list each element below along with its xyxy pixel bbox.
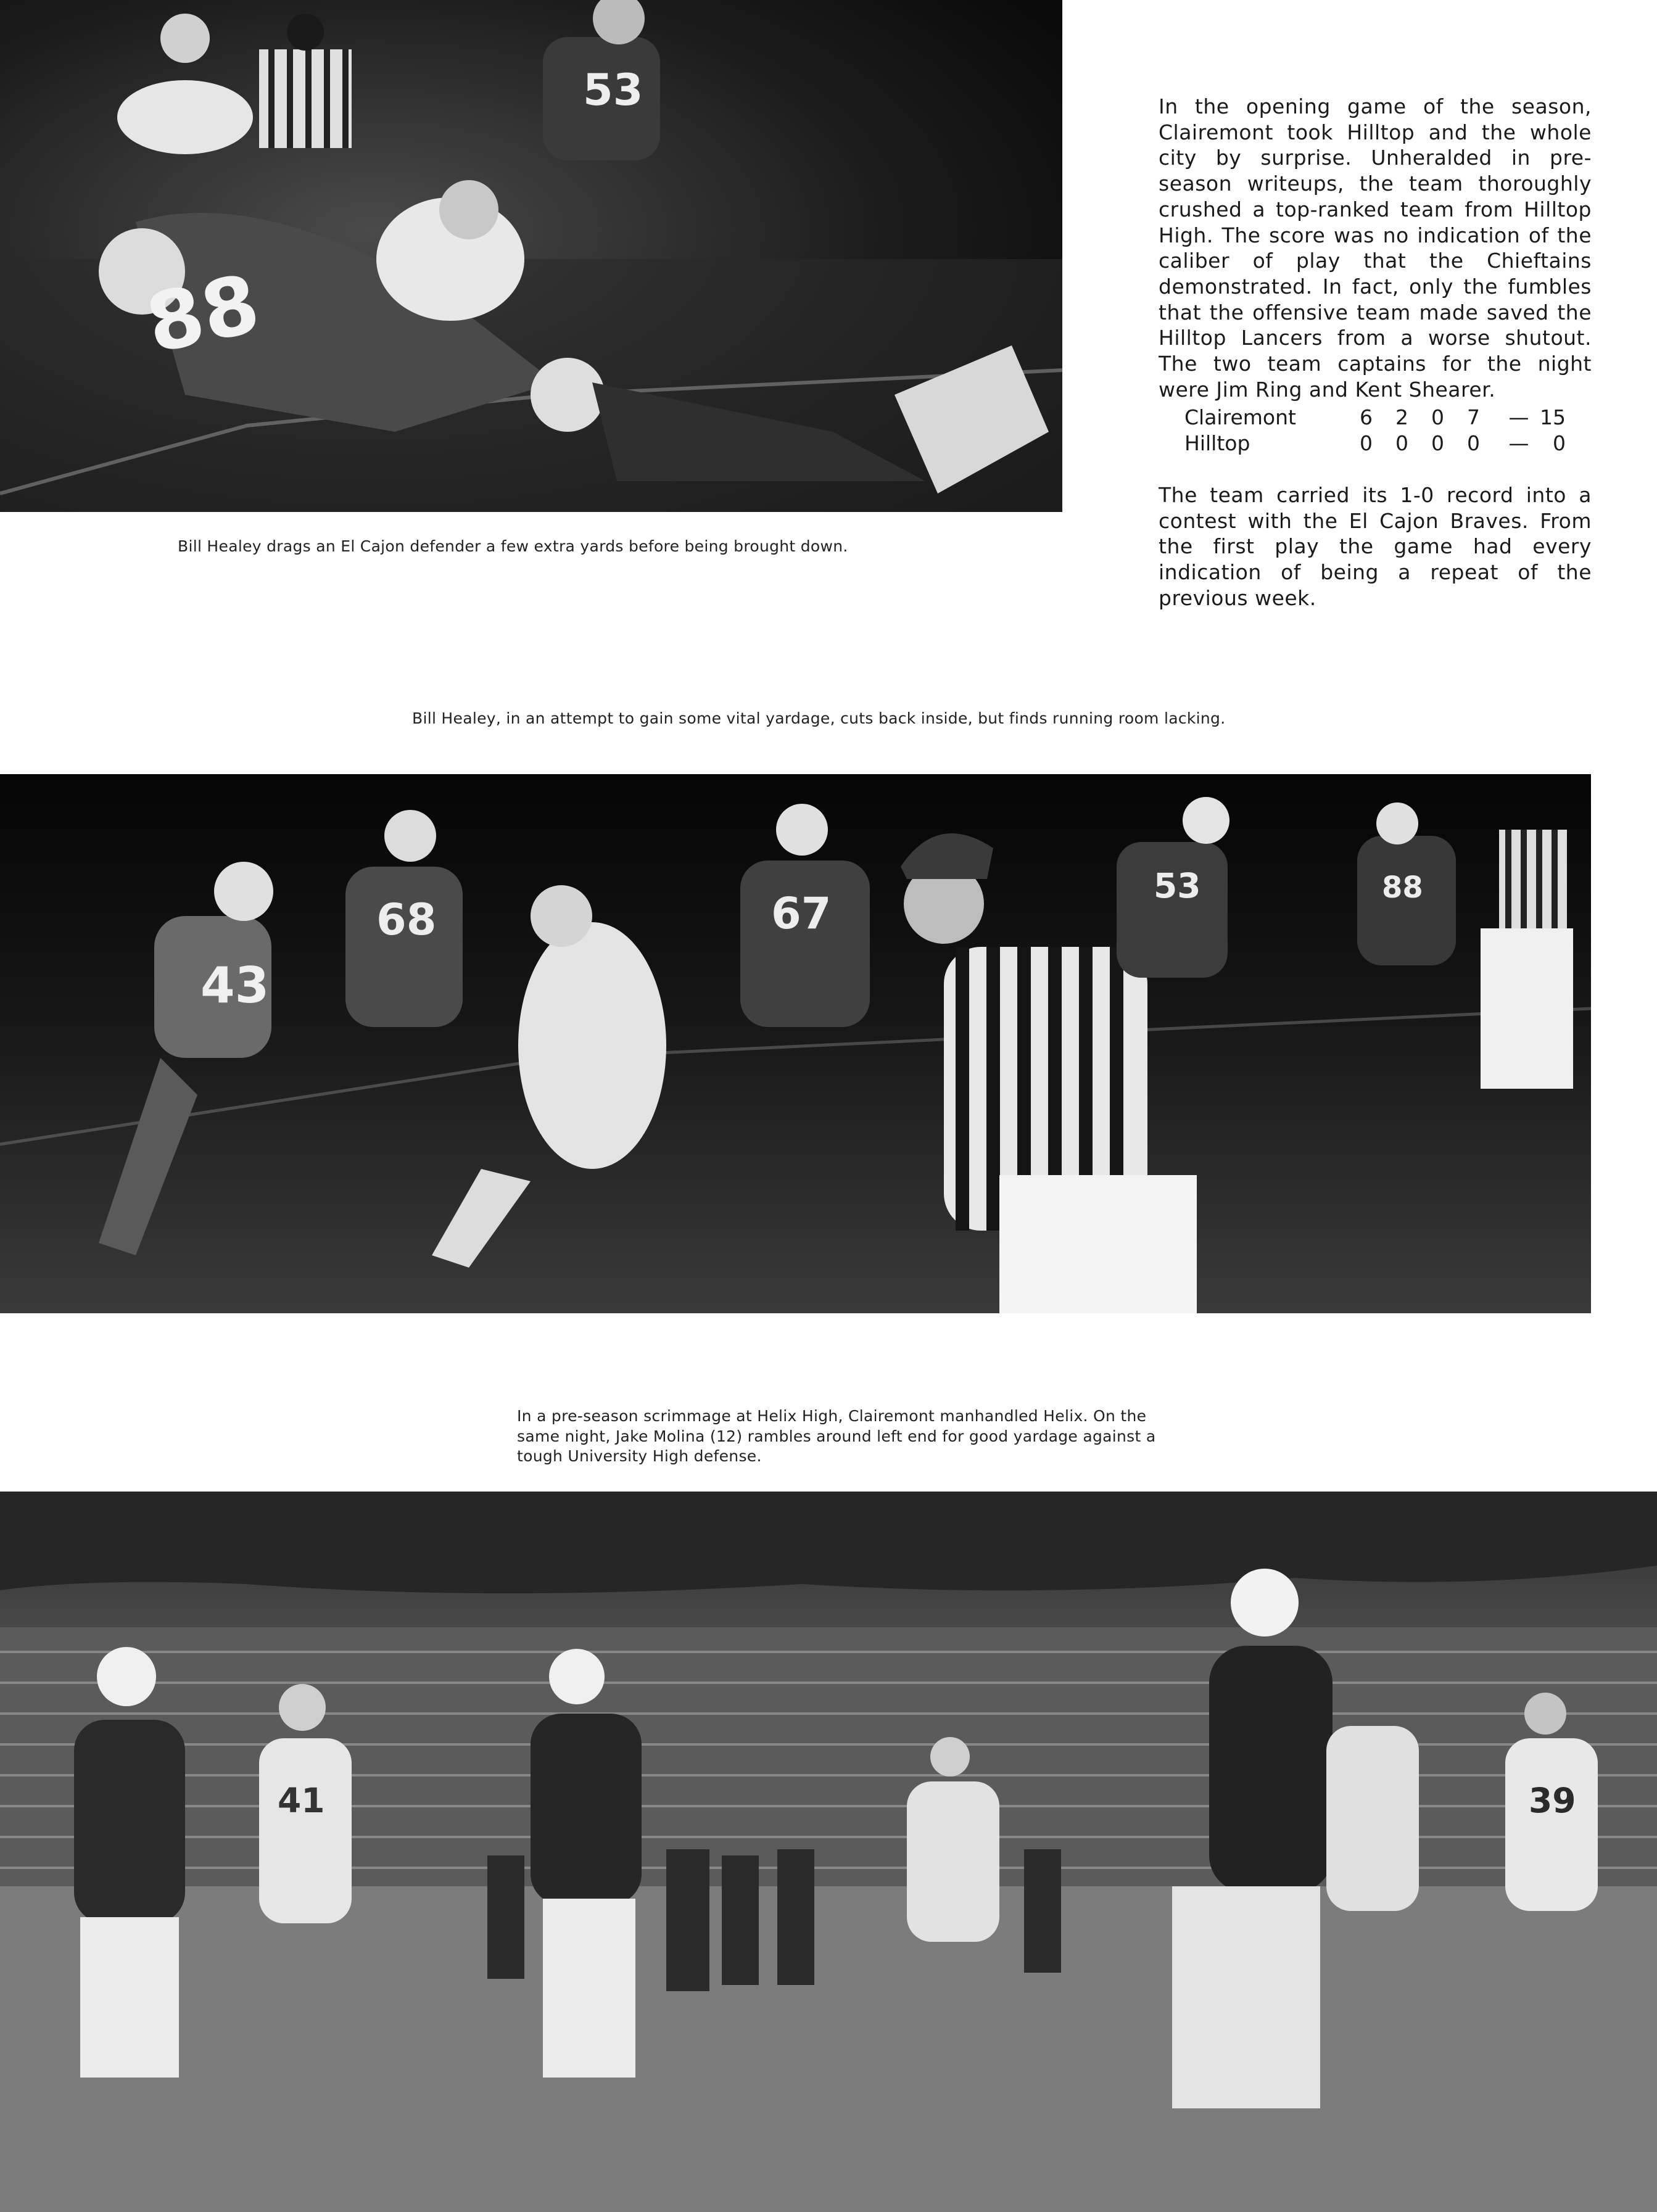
- team-name: Hilltop: [1184, 431, 1250, 455]
- photo-top-caption: Bill Healey drags an El Cajon defender a few extra yards before being brought down.: [178, 537, 848, 555]
- quarter-3-score: 0: [1431, 405, 1444, 429]
- quarter-1-score: 6: [1360, 405, 1373, 429]
- photo-bottom-caption: In a pre-season scrimmage at Helix High, Clairemont manhandled Helix. On the same night, Jake Molina (12) rambles around left end for good yardage against a tough University High defense.: [517, 1407, 1156, 1465]
- score-dash: —: [1508, 405, 1529, 429]
- photo-top-image: [0, 0, 1062, 512]
- quarter-1-score: 0: [1360, 431, 1373, 455]
- article-paragraph-1: In the opening game of the season, Clairemont took Hilltop and the whole city by surprise. Unheralded in pre-season writeups, the team thoroughly crushed a top-ranked team from Hilltop High. The score was no indication of the caliber of play that the Chieftains demonstrated. In fact, only the fumbles that the offensive team made saved the Hilltop Lancers from a worse shutout. The two team captains for the night were Jim Ring and Kent Shearer.: [1159, 94, 1592, 402]
- jersey-number-88: 88: [1382, 870, 1423, 905]
- photo-middle-caption: Bill Healey, in an attempt to gain some vital yardage, cuts back inside, but finds running room lacking.: [412, 709, 1226, 727]
- article-paragraph-2: The team carried its 1-0 record into a contest with the El Cajon Braves. From the first play the game had every indication of being a repeat of the previous week.: [1159, 483, 1592, 610]
- photo-middle-image: [0, 774, 1591, 1313]
- jersey-number-43: 43: [200, 957, 270, 1014]
- photo-middle-football-run: [0, 774, 1591, 1313]
- team-name: Clairemont: [1184, 405, 1296, 429]
- photo-top-football-tackle: [0, 0, 1062, 512]
- score-row-hilltop: [1184, 431, 1566, 456]
- quarter-4-score: 7: [1467, 405, 1480, 429]
- jersey-number-39: 39: [1529, 1781, 1576, 1820]
- jersey-number-68: 68: [376, 894, 437, 945]
- score-dash: —: [1508, 431, 1529, 455]
- quarter-2-score: 0: [1395, 431, 1408, 455]
- jersey-number-67: 67: [771, 888, 832, 939]
- jersey-number-53: 53: [583, 65, 643, 115]
- quarter-3-score: 0: [1431, 431, 1444, 455]
- score-table: [1184, 405, 1566, 456]
- final-score: 0: [1553, 431, 1566, 455]
- jersey-number-88: 88: [138, 256, 268, 371]
- jersey-number-53: 53: [1154, 866, 1201, 906]
- photo-bottom-image: [0, 1492, 1657, 2212]
- quarter-2-score: 2: [1395, 405, 1408, 429]
- quarter-4-score: 0: [1467, 431, 1480, 455]
- jersey-number-41: 41: [278, 1781, 325, 1820]
- final-score: 15: [1540, 405, 1566, 429]
- score-row-clairemont: [1184, 405, 1566, 431]
- photo-bottom-scrimmage: [0, 1492, 1657, 2212]
